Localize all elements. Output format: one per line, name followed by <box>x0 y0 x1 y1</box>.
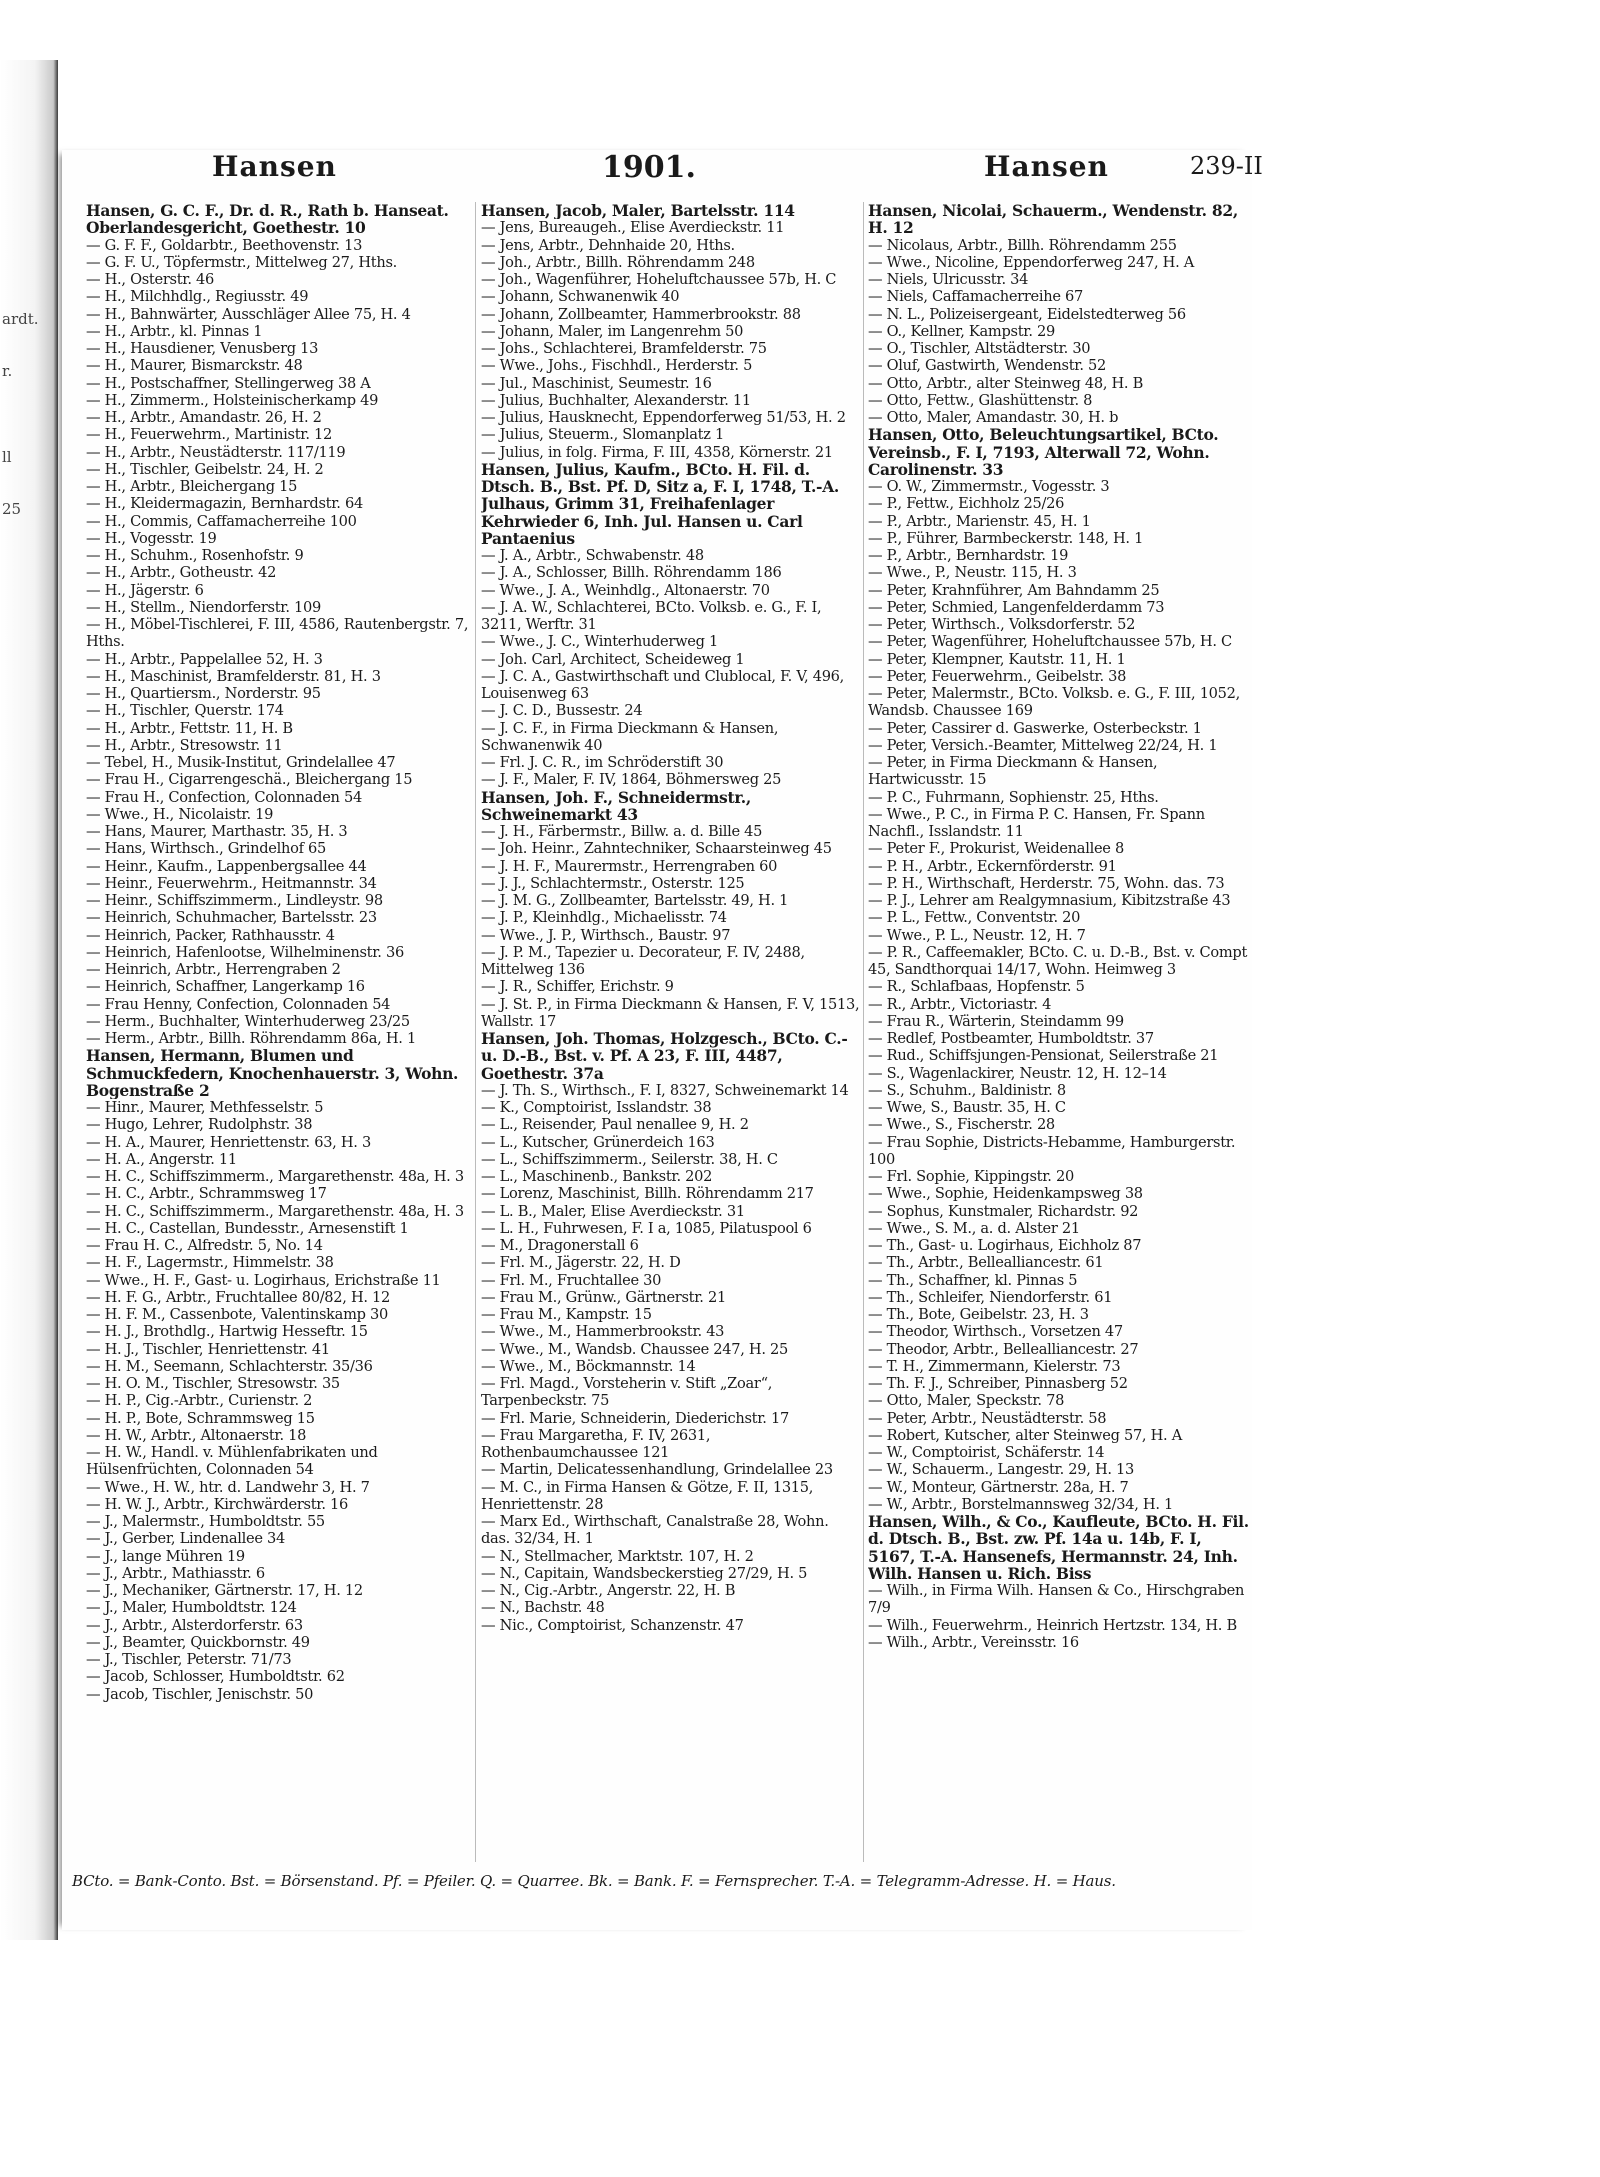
directory-page <box>62 150 1263 1930</box>
directory-entry: — S., Wagenlackirer, Neustr. 12, H. 12–14 <box>868 1064 1167 1082</box>
directory-entry: — Joh., Arbtr., Billh. Röhrendamm 248 <box>481 253 755 271</box>
directory-entry: — S., Schuhm., Baldinistr. 8 <box>868 1081 1066 1099</box>
directory-entry: — Otto, Fettw., Glashüttenstr. 8 <box>868 391 1093 409</box>
directory-entry: — R., Arbtr., Victoriastr. 4 <box>868 995 1052 1013</box>
directory-entry: — Hans, Maurer, Marthastr. 35, H. 3 <box>86 823 348 840</box>
directory-entry: — J. St. P., in Firma Dieckmann & Hansen, F. V, 1513, Wallstr. 17 <box>481 995 860 1030</box>
directory-entry: Hansen, Hermann, Blumen und Schmuckfedern, Knochenhauerstr. 3, Wohn. Bogenstraße 2 <box>86 1047 459 1099</box>
directory-entry: — P. C., Fuhrmann, Sophienstr. 25, Hths. <box>868 788 1159 806</box>
directory-entry: — H. W. J., Arbtr., Kirchwärderstr. 16 <box>86 1495 349 1513</box>
directory-entry: — Wwe, S., Baustr. 35, H. C <box>868 1099 1066 1116</box>
directory-column-1 <box>86 202 481 1703</box>
directory-entry: — K., Comptoirist, Isslandstr. 38 <box>481 1099 712 1116</box>
directory-entry: — Th. F. J., Schreiber, Pinnasberg 52 <box>868 1375 1128 1392</box>
directory-entry: — Wwe., Johs., Fischhdl., Herderstr. 5 <box>481 357 753 375</box>
directory-entry: — J. M. G., Zollbeamter, Bartelsstr. 49, H. 1 <box>481 892 789 909</box>
directory-entry: — H. C., Arbtr., Schrammsweg 17 <box>86 1185 327 1203</box>
headword-right: Hansen <box>984 150 1109 183</box>
directory-entry: — J., Arbtr., Mathiasstr. 6 <box>86 1564 265 1582</box>
directory-column-3 <box>868 202 1252 1651</box>
directory-entry: — J., Arbtr., Alsterdorferstr. 63 <box>86 1616 303 1634</box>
directory-entry: — N., Cig.-Arbtr., Angerstr. 22, H. B <box>481 1582 736 1599</box>
directory-entry: — H., Arbtr., Neustädterstr. 117/119 <box>86 443 346 461</box>
directory-entry: — H., Arbtr., Stresowstr. 11 <box>86 736 283 754</box>
directory-entry: — J. C. A., Gastwirthschaft und Clublocal, F. V, 496, Louisenweg 63 <box>481 667 845 702</box>
directory-entry: — W., Comptoirist, Schäferstr. 14 <box>868 1444 1105 1461</box>
directory-entry: — H., Arbtr., Pappelallee 52, H. 3 <box>86 650 323 668</box>
directory-entry: — L. B., Maler, Elise Averdieckstr. 31 <box>481 1202 745 1220</box>
directory-entry: — Niels, Ulricusstr. 34 <box>868 271 1029 288</box>
directory-entry: — J. A., Schlosser, Billh. Röhrendamm 186 <box>481 564 782 582</box>
page-header <box>62 150 1263 190</box>
directory-entry: — Th., Schaffner, kl. Pinnas 5 <box>868 1271 1078 1289</box>
directory-entry: — H. J., Tischler, Henriettenstr. 41 <box>86 1340 330 1358</box>
directory-entry: — L., Kutscher, Grünerdeich 163 <box>481 1133 715 1151</box>
directory-entry: — H., Tischler, Querstr. 174 <box>86 702 284 720</box>
directory-entry: — Frau Sophie, Districts-Hebamme, Hamburgerstr. 100 <box>868 1133 1236 1168</box>
directory-entry: — Wwe., M., Hammerbrookstr. 43 <box>481 1323 725 1341</box>
year-title: 1901. <box>602 150 696 185</box>
directory-entry: — G. F. U., Töpfermstr., Mittelweg 27, Hths. <box>86 253 397 271</box>
directory-entry: — N., Capitain, Wandsbeckerstieg 27/29, H. 5 <box>481 1564 808 1582</box>
directory-entry: — Wwe., Sophie, Heidenkampsweg 38 <box>868 1185 1143 1203</box>
directory-entry: — Joh. Carl, Architect, Scheideweg 1 <box>481 650 745 668</box>
directory-entry: — J., Tischler, Peterstr. 71/73 <box>86 1651 292 1668</box>
directory-entry: — Wwe., H. W., htr. d. Landwehr 3, H. 7 <box>86 1478 370 1496</box>
directory-entry: — Niels, Caffamacherreihe 67 <box>868 288 1083 306</box>
directory-entry: — H., Maschinist, Bramfelderstr. 81, H. 3 <box>86 667 381 685</box>
previous-page-edge <box>0 60 58 1940</box>
directory-entry: — O., Tischler, Altstädterstr. 30 <box>868 340 1091 357</box>
directory-entry: — P., Arbtr., Bernhardstr. 19 <box>868 547 1069 564</box>
directory-entry: — J. H. F., Maurermstr., Herrengraben 60 <box>481 857 778 875</box>
previous-page-fragment: r. <box>2 362 13 380</box>
directory-entry: — J., Gerber, Lindenallee 34 <box>86 1530 286 1548</box>
directory-entry: — Wwe., M., Wandsb. Chaussee 247, H. 25 <box>481 1340 788 1358</box>
directory-entry: — Jacob, Schlosser, Humboldtstr. 62 <box>86 1668 345 1686</box>
directory-entry: — Jens, Bureaugeh., Elise Averdieckstr. 11 <box>481 219 785 237</box>
directory-entry: — J., lange Mühren 19 <box>86 1547 245 1565</box>
directory-entry: — M. C., in Firma Hansen & Götze, F. II, 1315, Henriettenstr. 28 <box>481 1478 814 1513</box>
directory-entry: — P. J., Lehrer am Realgymnasium, Kibitzstraße 43 <box>868 892 1231 909</box>
directory-entry: — H. C., Schiffszimmerm., Margarethenstr. 48a, H. 3 <box>86 1202 464 1220</box>
directory-entry: Hansen, Jacob, Maler, Bartelsstr. 114 <box>481 202 795 220</box>
directory-entry: — Jul., Maschinist, Seumestr. 16 <box>481 374 712 392</box>
directory-entry: — Frl. Sophie, Kippingstr. 20 <box>868 1168 1074 1185</box>
directory-entry: — J. C. F., in Firma Dieckmann & Hansen, Schwanenwik 40 <box>481 719 779 754</box>
directory-entry: — Martin, Delicatessenhandlung, Grindelallee 23 <box>481 1461 833 1479</box>
directory-entry: — Heinrich, Packer, Rathhausstr. 4 <box>86 926 335 944</box>
directory-entry: — H., Kleidermagazin, Bernhardstr. 64 <box>86 495 363 513</box>
directory-entry: — Peter, Schmied, Langenfelderdamm 73 <box>868 598 1165 616</box>
directory-entry: — H., Jägerstr. 6 <box>86 581 204 599</box>
directory-entry: — H., Maurer, Bismarckstr. 48 <box>86 357 303 375</box>
directory-entry: — N., Bachstr. 48 <box>481 1599 605 1617</box>
directory-entry: — H. P., Cig.-Arbtr., Curienstr. 2 <box>86 1392 313 1410</box>
directory-entry: — Julius, Buchhalter, Alexanderstr. 11 <box>481 391 751 409</box>
directory-entry: — Joh., Wagenführer, Hoheluftchaussee 57b, H. C <box>481 271 837 288</box>
column-divider <box>863 202 864 1862</box>
directory-entry: Hansen, Joh. Thomas, Holzgesch., BCto. C.- u. D.-B., Bst. v. Pf. A 23, F. III, 4487, Goethestr. 37a <box>481 1030 848 1082</box>
directory-entry: — H. A., Maurer, Henriettenstr. 63, H. 3 <box>86 1133 371 1151</box>
directory-entry: Hansen, Nicolai, Schauerm., Wendenstr. 82, H. 12 <box>868 202 1238 237</box>
directory-entry: — Nic., Comptoirist, Schanzenstr. 47 <box>481 1616 744 1634</box>
headword-left: Hansen <box>212 150 337 183</box>
directory-entry: — Jens, Arbtr., Dehnhaide 20, Hths. <box>481 236 735 254</box>
directory-entry: — Wwe., Nicoline, Eppendorferweg 247, H. A <box>868 253 1194 271</box>
directory-entry: — Frl. Marie, Schneiderin, Diederichstr. 17 <box>481 1409 789 1427</box>
previous-page-fragment: ll <box>2 448 12 466</box>
directory-entry: — L., Maschinenb., Bankstr. 202 <box>481 1168 713 1185</box>
directory-entry: — J. H., Färbermstr., Billw. a. d. Bille 45 <box>481 823 763 840</box>
directory-entry: — J. A. W., Schlachterei, BCto. Volksb. e. G., F. I, 3211, Werftr. 31 <box>481 598 822 633</box>
directory-entry: — Frau R., Wärterin, Steindamm 99 <box>868 1012 1124 1030</box>
directory-entry: — W., Monteur, Gärtnerstr. 28a, H. 7 <box>868 1478 1129 1496</box>
directory-entry: — Herm., Buchhalter, Winterhuderweg 23/25 <box>86 1012 410 1030</box>
directory-entry: — Otto, Maler, Speckstr. 78 <box>868 1392 1065 1410</box>
directory-entry: — Peter, Wagenführer, Hoheluftchaussee 57b, H. C <box>868 633 1232 651</box>
directory-entry: — Wilh., in Firma Wilh. Hansen & Co., Hirschgraben 7/9 <box>868 1582 1245 1617</box>
directory-entry: — Wwe., M., Böckmannstr. 14 <box>481 1357 696 1375</box>
directory-entry: — H. O. M., Tischler, Stresowstr. 35 <box>86 1375 340 1392</box>
directory-entry: — Joh. Heinr., Zahntechniker, Schaarsteinweg 45 <box>481 840 832 858</box>
directory-entry: — Wilh., Arbtr., Vereinsstr. 16 <box>868 1633 1079 1651</box>
directory-entry: — Nicolaus, Arbtr., Billh. Röhrendamm 255 <box>868 236 1177 254</box>
abbreviation-legend: BCto. = Bank-Conto. Bst. = Börsenstand. Pf. = Pfeiler. Q. = Quarree. Bk. = Bank. F. = Fernsprecher. T.-A. = Telegramm-Adresse. H. = Haus. <box>72 1872 1116 1890</box>
directory-entry: — H. P., Bote, Schrammsweg 15 <box>86 1409 315 1427</box>
directory-entry: — Heinrich, Arbtr., Herrengraben 2 <box>86 961 341 978</box>
directory-entry: — O., Kellner, Kampstr. 29 <box>868 322 1055 340</box>
directory-entry: — Frl. M., Fruchtallee 30 <box>481 1271 662 1289</box>
directory-entry: Hansen, Otto, Beleuchtungsartikel, BCto. Vereinsb., F. I, 7193, Alterwall 72, Wohn. Carolinenstr. 33 <box>868 426 1219 478</box>
directory-entry: — Frau H., Confection, Colonnaden 54 <box>86 788 362 806</box>
directory-entry: — J., Malermstr., Humboldtstr. 55 <box>86 1513 325 1530</box>
directory-entry: — N., Stellmacher, Marktstr. 107, H. 2 <box>481 1547 754 1565</box>
directory-entry: — Frau H., Cigarrengeschä., Bleichergang 15 <box>86 771 413 789</box>
directory-entry: — H., Arbtr., Amandastr. 26, H. 2 <box>86 409 322 426</box>
directory-entry: — Tebel, H., Musik-Institut, Grindelallee 47 <box>86 754 396 771</box>
directory-entry: — Wwe., H. F., Gast- u. Logirhaus, Erichstraße 11 <box>86 1271 441 1289</box>
directory-entry: — Heinrich, Schuhmacher, Bartelsstr. 23 <box>86 909 377 927</box>
directory-entry: — Heinr., Kaufm., Lappenbergsallee 44 <box>86 857 367 875</box>
previous-page-fragment: 25 <box>2 500 22 518</box>
directory-entry: — H., Arbtr., Bleichergang 15 <box>86 478 298 495</box>
directory-entry: — Wwe., P. L., Neustr. 12, H. 7 <box>868 926 1086 944</box>
directory-entry: — J. P., Kleinhdlg., Michaelisstr. 74 <box>481 909 727 927</box>
directory-entry: — Otto, Maler, Amandastr. 30, H. b <box>868 409 1119 426</box>
directory-entry: — Johann, Schwanenwik 40 <box>481 288 680 306</box>
directory-entry: — H. F., Lagermstr., Himmelstr. 38 <box>86 1254 334 1272</box>
directory-entry: — Marx Ed., Wirthschaft, Canalstraße 28, Wohn. das. 32/34, H. 1 <box>481 1513 829 1548</box>
directory-entry: Hansen, Wilh., & Co., Kaufleute, BCto. H. Fil. d. Dtsch. B., Bst. zw. Pf. 14a u. 14b, F. I, 5167, T.-A. Hansenefs, Hermannstr. 24, Inh. Wilh. Hansen u. Rich. Biss <box>868 1513 1249 1582</box>
directory-entry: — Hinr., Maurer, Methfesselstr. 5 <box>86 1099 324 1116</box>
directory-entry: — O. W., Zimmermstr., Vogesstr. 3 <box>868 478 1110 495</box>
page-number: 239-II <box>1190 152 1263 180</box>
directory-entry: — G. F. F., Goldarbtr., Beethovenstr. 13 <box>86 236 363 254</box>
directory-entry: — L. H., Fuhrwesen, F. I a, 1085, Pilatuspool 6 <box>481 1219 812 1237</box>
directory-entry: — H., Schuhm., Rosenhofstr. 9 <box>86 547 304 564</box>
directory-entry: — Wwe., J. P., Wirthsch., Baustr. 97 <box>481 926 731 944</box>
directory-entry: — H. A., Angerstr. 11 <box>86 1150 237 1168</box>
directory-entry: — L., Reisender, Paul nenallee 9, H. 2 <box>481 1116 749 1134</box>
directory-entry: — Frl. M., Jägerstr. 22, H. D <box>481 1254 681 1272</box>
directory-entry: — Peter, Feuerwehrm., Geibelstr. 38 <box>868 667 1127 685</box>
directory-entry: — P., Führer, Barmbeckerstr. 148, H. 1 <box>868 529 1144 547</box>
directory-entry: — J. P. M., Tapezier u. Decorateur, F. IV, 2488, Mittelweg 136 <box>481 943 805 978</box>
directory-entry: — Julius, in folg. Firma, F. III, 4358, Körnerstr. 21 <box>481 443 833 461</box>
directory-entry: — Th., Bote, Geibelstr. 23, H. 3 <box>868 1306 1089 1323</box>
directory-entry: — H. F. G., Arbtr., Fruchtallee 80/82, H. 12 <box>86 1288 391 1306</box>
directory-entry: — H., Milchhdlg., Regiusstr. 49 <box>86 288 309 306</box>
directory-entry: — Frau Henny, Confection, Colonnaden 54 <box>86 995 391 1013</box>
directory-entry: — Peter, in Firma Dieckmann & Hansen, Hartwicusstr. 15 <box>868 754 1158 789</box>
directory-entry: — H., Arbtr., Fettstr. 11, H. B <box>86 719 293 737</box>
directory-entry: — J. F., Maler, F. IV, 1864, Böhmersweg 25 <box>481 771 782 789</box>
directory-entry: — Wwe., S. M., a. d. Alster 21 <box>868 1219 1080 1237</box>
directory-entry: — Peter, Malermstr., BCto. Volksb. e. G., F. III, 1052, Wandsb. Chaussee 169 <box>868 685 1240 720</box>
directory-entry: — Peter, Krahnführer, Am Bahndamm 25 <box>868 581 1160 599</box>
directory-entry: — Wwe., P. C., in Firma P. C. Hansen, Fr. Spann Nachfl., Isslandstr. 11 <box>868 805 1205 840</box>
directory-entry: — R., Schlafbaas, Hopfenstr. 5 <box>868 978 1085 996</box>
directory-entry: — Robert, Kutscher, alter Steinweg 57, H. A <box>868 1426 1182 1444</box>
directory-entry: — Wwe., J. A., Weinhdlg., Altonaerstr. 70 <box>481 581 770 599</box>
directory-entry: — P. H., Wirthschaft, Herderstr. 75, Wohn. das. 73 <box>868 874 1225 892</box>
directory-entry: — Heinr., Feuerwehrm., Heitmannstr. 34 <box>86 874 377 892</box>
directory-entry: — P., Fettw., Eichholz 25/26 <box>868 495 1065 513</box>
directory-entry: — H., Quartiersm., Norderstr. 95 <box>86 685 321 702</box>
directory-entry: Hansen, Joh. F., Schneidermstr., Schweinemarkt 43 <box>481 788 751 823</box>
directory-entry: — H., Feuerwehrm., Martinistr. 12 <box>86 426 333 444</box>
directory-column-2 <box>481 202 861 1634</box>
directory-entry: — Peter F., Prokurist, Weidenallee 8 <box>868 840 1124 858</box>
directory-entry: — Frau M., Grünw., Gärtnerstr. 21 <box>481 1288 726 1306</box>
directory-entry: — H. F. M., Cassenbote, Valentinskamp 30 <box>86 1306 388 1323</box>
directory-entry: — Otto, Arbtr., alter Steinweg 48, H. B <box>868 374 1144 392</box>
directory-entry: — H., Hausdiener, Venusberg 13 <box>86 340 319 357</box>
directory-entry: — Oluf, Gastwirth, Wendenstr. 52 <box>868 357 1107 375</box>
directory-entry: — J., Maler, Humboldtstr. 124 <box>86 1599 297 1617</box>
directory-entry: — Heinr., Schiffszimmerm., Lindleystr. 98 <box>86 892 383 909</box>
directory-entry: — N. L., Polizeisergeant, Eidelstedterweg 56 <box>868 305 1186 323</box>
directory-entry: — Wwe., P., Neustr. 115, H. 3 <box>868 564 1077 582</box>
directory-entry: — Johann, Maler, im Langenrehm 50 <box>481 322 744 340</box>
directory-entry: — P. L., Fettw., Conventstr. 20 <box>868 909 1081 927</box>
directory-entry: — Wilh., Feuerwehrm., Heinrich Hertzstr. 134, H. B <box>868 1616 1237 1634</box>
directory-entry: — H., Postschaffner, Stellingerweg 38 A <box>86 374 371 392</box>
directory-entry: — J., Beamter, Quickbornstr. 49 <box>86 1633 310 1651</box>
directory-entry: — T. H., Zimmermann, Kielerstr. 73 <box>868 1357 1121 1375</box>
directory-entry: — H., Commis, Caffamacherreihe 100 <box>86 512 357 530</box>
directory-entry: — Rud., Schiffsjungen-Pensionat, Seilerstraße 21 <box>868 1047 1219 1065</box>
directory-entry: — H., Osterstr. 46 <box>86 271 214 288</box>
directory-entry: — J. R., Schiffer, Erichstr. 9 <box>481 978 674 996</box>
directory-entry: — Th., Schleifer, Niendorferstr. 61 <box>868 1288 1113 1306</box>
directory-entry: — Frl. Magd., Vorsteherin v. Stift „Zoar“, Tarpenbeckstr. 75 <box>481 1375 773 1410</box>
directory-entry: — H., Stellm., Niendorferstr. 109 <box>86 598 322 616</box>
directory-entry: — H. W., Arbtr., Altonaerstr. 18 <box>86 1426 307 1444</box>
directory-entry: — H., Arbtr., kl. Pinnas 1 <box>86 322 263 340</box>
directory-entry: — Redlef, Postbeamter, Humboldtstr. 37 <box>868 1030 1154 1047</box>
directory-entry: — Frl. J. C. R., im Schröderstift 30 <box>481 754 724 771</box>
directory-entry: — Peter, Cassirer d. Gaswerke, Osterbeckstr. 1 <box>868 719 1202 737</box>
directory-entry: Hansen, G. C. F., Dr. d. R., Rath b. Hanseat. Oberlandesgericht, Goethestr. 10 <box>86 202 449 237</box>
directory-entry: — J. Th. S., Wirthsch., F. I, 8327, Schweinemarkt 14 <box>481 1081 849 1099</box>
directory-entry: — H., Arbtr., Gotheustr. 42 <box>86 564 277 582</box>
directory-entry: — Th., Arbtr., Bellealliancestr. 61 <box>868 1254 1104 1272</box>
directory-entry: — Heinrich, Schaffner, Langerkamp 16 <box>86 978 365 996</box>
directory-entry: — W., Arbtr., Borstelmannsweg 32/34, H. 1 <box>868 1495 1174 1513</box>
directory-entry: — J. J., Schlachtermstr., Osterstr. 125 <box>481 874 745 892</box>
directory-entry: — Johann, Zollbeamter, Hammerbrookstr. 88 <box>481 305 801 323</box>
directory-entry: — Wwe., H., Nicolaistr. 19 <box>86 805 274 823</box>
directory-entry: — Johs., Schlachterei, Bramfelderstr. 75 <box>481 340 767 357</box>
directory-entry: — Hans, Wirthsch., Grindelhof 65 <box>86 840 326 858</box>
directory-entry: — J. A., Arbtr., Schwabenstr. 48 <box>481 547 704 564</box>
directory-entry: — Theodor, Wirthsch., Vorsetzen 47 <box>868 1323 1123 1341</box>
directory-entry: — Herm., Arbtr., Billh. Röhrendamm 86a, H. 1 <box>86 1030 416 1047</box>
directory-entry: — Theodor, Arbtr., Bellealliancestr. 27 <box>868 1340 1139 1358</box>
directory-entry: — P. R., Caffeemakler, BCto. C. u. D.-B., Bst. v. Compt 45, Sandthorquai 14/17, Wohn. Heimweg 3 <box>868 943 1248 978</box>
directory-entry: — H., Vogesstr. 19 <box>86 529 217 547</box>
directory-entry: — Heinrich, Hafenlootse, Wilhelminenstr. 36 <box>86 943 404 961</box>
directory-entry: — H. W., Handl. v. Mühlenfabrikaten und Hülsenfrüchten, Colonnaden 54 <box>86 1444 378 1479</box>
directory-entry: — Julius, Hausknecht, Eppendorferweg 51/53, H. 2 <box>481 409 846 426</box>
directory-entry: — H., Bahnwärter, Ausschläger Allee 75, H. 4 <box>86 305 411 323</box>
directory-entry: — Lorenz, Maschinist, Billh. Röhrendamm 217 <box>481 1185 814 1203</box>
directory-entry: — Frau H. C., Alfredstr. 5, No. 14 <box>86 1237 323 1254</box>
directory-entry: — P., Arbtr., Marienstr. 45, H. 1 <box>868 512 1091 530</box>
directory-entry: — J. C. D., Bussestr. 24 <box>481 702 643 720</box>
directory-entry: — Julius, Steuerm., Slomanplatz 1 <box>481 426 724 444</box>
directory-entry: — Frau M., Kampstr. 15 <box>481 1306 652 1323</box>
directory-entry: — Hugo, Lehrer, Rudolphstr. 38 <box>86 1116 313 1134</box>
directory-entry: — J., Mechaniker, Gärtnerstr. 17, H. 12 <box>86 1582 363 1599</box>
directory-entry: — H., Zimmerm., Holsteinischerkamp 49 <box>86 391 379 409</box>
directory-entry: — W., Schauerm., Langestr. 29, H. 13 <box>868 1461 1135 1479</box>
directory-entry: — Sophus, Kunstmaler, Richardstr. 92 <box>868 1202 1139 1220</box>
directory-entry: — H. M., Seemann, Schlachterstr. 35/36 <box>86 1357 373 1375</box>
directory-entry: — M., Dragonerstall 6 <box>481 1237 639 1254</box>
directory-entry: — Th., Gast- u. Logirhaus, Eichholz 87 <box>868 1237 1142 1254</box>
directory-entry: — Jacob, Tischler, Jenischstr. 50 <box>86 1685 314 1703</box>
directory-entry: — Peter, Arbtr., Neustädterstr. 58 <box>868 1409 1107 1427</box>
directory-entry: — Wwe., J. C., Winterhuderweg 1 <box>481 633 718 651</box>
directory-entry: Hansen, Julius, Kaufm., BCto. H. Fil. d. Dtsch. B., Bst. Pf. D, Sitz a, F. I, 1748, T.-A. Julhaus, Grimm 31, Freihafenlager Kehrwieder 6, Inh. Jul. Hansen u. Carl Pantaenius <box>481 460 840 547</box>
previous-page-fragment: ardt. <box>2 310 39 328</box>
directory-entry: — Peter, Wirthsch., Volksdorferstr. 52 <box>868 616 1136 633</box>
directory-entry: — H. C., Schiffszimmerm., Margarethenstr. 48a, H. 3 <box>86 1168 464 1185</box>
directory-entry: — Wwe., S., Fischerstr. 28 <box>868 1116 1055 1134</box>
directory-entry: — P. H., Arbtr., Eckernförderstr. 91 <box>868 857 1117 875</box>
directory-entry: — H. J., Brothdlg., Hartwig Hesseftr. 15 <box>86 1323 368 1341</box>
directory-entry: — L., Schiffszimmerm., Seilerstr. 38, H. C <box>481 1150 778 1168</box>
directory-entry: — H., Tischler, Geibelstr. 24, H. 2 <box>86 460 324 478</box>
directory-entry: — Peter, Klempner, Kautstr. 11, H. 1 <box>868 650 1126 668</box>
directory-entry: — Frau Margaretha, F. IV, 2631, Rothenbaumchaussee 121 <box>481 1426 711 1461</box>
directory-entry: — H. C., Castellan, Bundesstr., Arnesenstift 1 <box>86 1219 409 1237</box>
directory-entry: — H., Möbel-Tischlerei, F. III, 4586, Rautenbergstr. 7, Hths. <box>86 616 469 651</box>
directory-entry: — Peter, Versich.-Beamter, Mittelweg 22/24, H. 1 <box>868 736 1218 754</box>
